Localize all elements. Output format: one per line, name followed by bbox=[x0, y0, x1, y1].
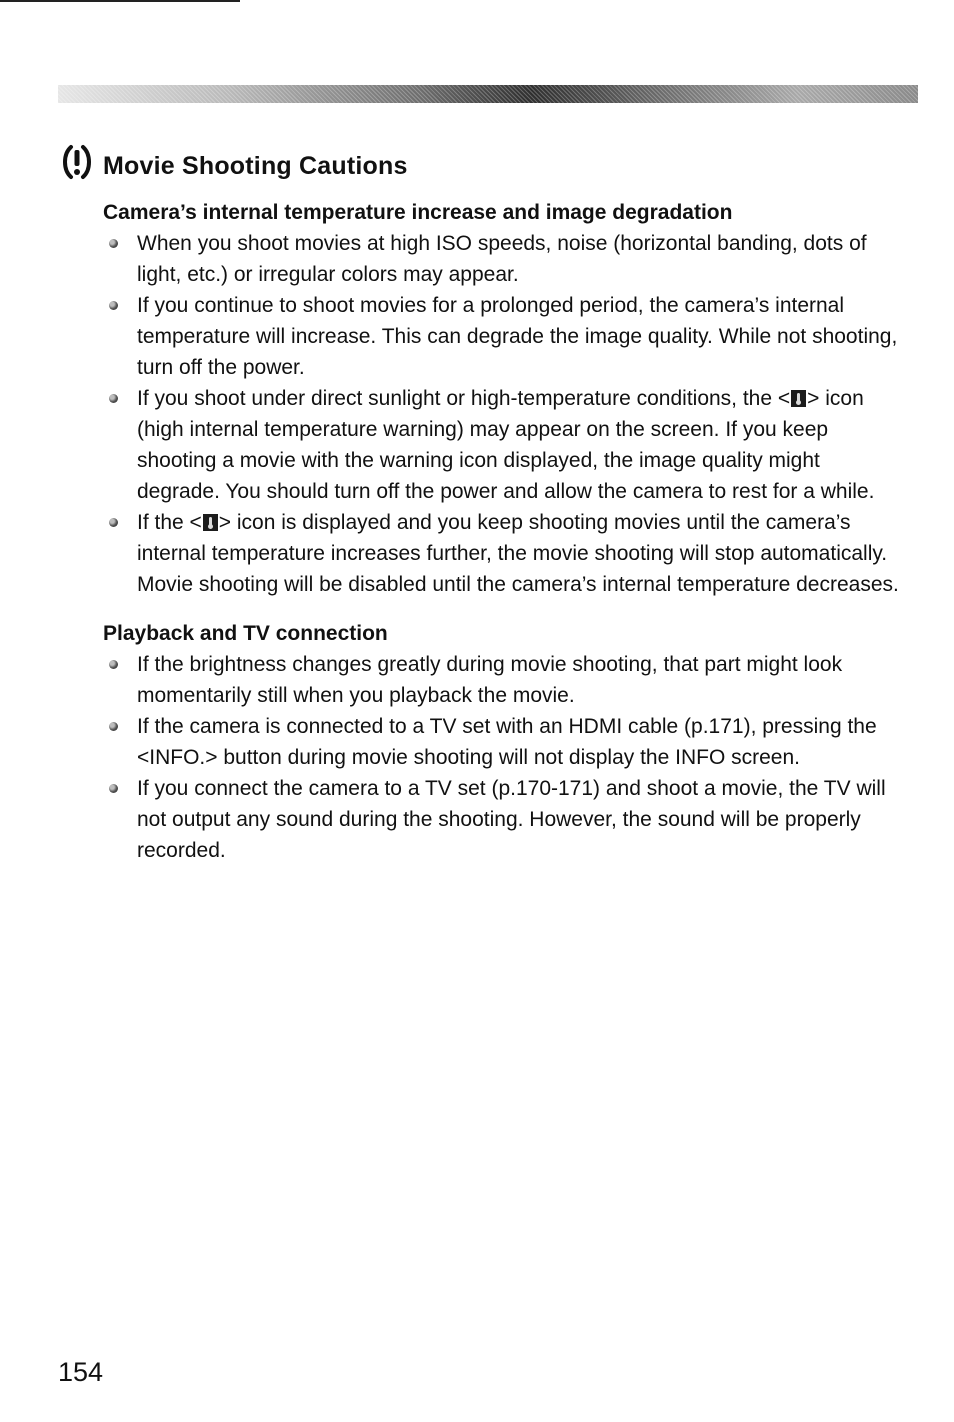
bullet-icon bbox=[109, 722, 118, 731]
list-item-text-start: If you shoot under direct sunlight or high-temperature conditions, the < bbox=[137, 387, 791, 410]
list-item bbox=[103, 383, 903, 507]
list-item-text: When you shoot movies at high ISO speeds, noise (horizontal banding, dots of light, etc.) or irregular colors may appear. bbox=[137, 232, 867, 286]
high-temperature-warning-icon bbox=[203, 514, 218, 531]
list-item-text: If the brightness changes greatly during movie shooting, that part might look momentarily still when you playback the movie. bbox=[137, 653, 843, 707]
header-bar bbox=[58, 85, 918, 103]
page-number: 154 bbox=[58, 1357, 104, 1387]
list-item bbox=[103, 290, 903, 383]
list-item-text: If the camera is connected to a TV set with an HDMI cable (p.171), pressing the <INFO.> button during movie shooting will not display the INFO screen. bbox=[137, 715, 877, 769]
list-item-text-start: If the < bbox=[137, 511, 202, 534]
bullet-list-playback bbox=[103, 649, 903, 866]
list-item bbox=[103, 228, 903, 290]
list-item bbox=[103, 507, 903, 600]
list-item-text: If you continue to shoot movies for a prolonged period, the camera’s internal temperature will increase. This can degrade the image quality. While not shooting, turn off the power. bbox=[137, 294, 898, 379]
bullet-icon bbox=[109, 301, 118, 310]
page-title: Movie Shooting Cautions bbox=[103, 152, 408, 180]
list-item bbox=[103, 649, 903, 711]
caution-icon bbox=[60, 144, 94, 180]
section-heading-temperature: Camera’s internal temperature increase and image degradation bbox=[103, 201, 733, 224]
list-item bbox=[103, 711, 903, 773]
bullet-icon bbox=[109, 394, 118, 403]
bullet-icon bbox=[109, 660, 118, 669]
content bbox=[103, 197, 903, 866]
list-item-text: If you connect the camera to a TV set (p.170-171) and shoot a movie, the TV will not output any sound during the shooting. However, the sound will be properly recorded. bbox=[137, 777, 886, 862]
bullet-list-temperature bbox=[103, 228, 903, 600]
list-item bbox=[103, 773, 903, 866]
top-rule bbox=[0, 0, 240, 2]
high-temperature-warning-icon bbox=[791, 390, 806, 407]
bullet-icon bbox=[109, 784, 118, 793]
list-item-text-end: > icon is displayed and you keep shooting movies until the camera’s internal temperature increases further, the movie shooting will stop automatically. Movie shooting will be disabled until the camera’s internal temperature decreases. bbox=[137, 511, 899, 596]
list-item-text-end: > icon (high internal temperature warning) may appear on the screen. If you keep shooting a movie with the warning icon displayed, the image quality might degrade. You should turn off the power and allow the camera to rest for a while. bbox=[137, 387, 875, 503]
section-heading-playback: Playback and TV connection bbox=[103, 622, 388, 645]
bullet-icon bbox=[109, 518, 118, 527]
bullet-icon bbox=[109, 239, 118, 248]
